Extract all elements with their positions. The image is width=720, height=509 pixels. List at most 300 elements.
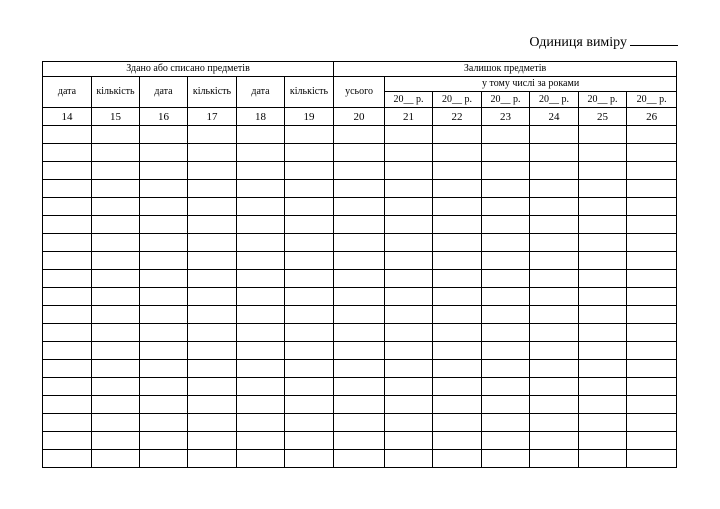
header-row-sub bbox=[43, 77, 677, 92]
table-cell[interactable] bbox=[43, 144, 92, 162]
table-cell[interactable] bbox=[334, 288, 385, 306]
table-cell[interactable] bbox=[627, 396, 677, 414]
table-cell[interactable] bbox=[43, 180, 92, 198]
table-cell[interactable] bbox=[188, 342, 237, 360]
table-cell[interactable] bbox=[385, 450, 433, 468]
table-cell[interactable] bbox=[237, 198, 285, 216]
table-cell[interactable] bbox=[385, 270, 433, 288]
table-cell[interactable] bbox=[140, 306, 188, 324]
table-cell[interactable] bbox=[92, 216, 140, 234]
table-cell[interactable] bbox=[627, 252, 677, 270]
table-cell[interactable] bbox=[385, 144, 433, 162]
table-cell[interactable] bbox=[627, 234, 677, 252]
table-cell[interactable] bbox=[433, 288, 482, 306]
table-cell[interactable] bbox=[43, 450, 92, 468]
table-cell[interactable] bbox=[237, 180, 285, 198]
table-cell[interactable] bbox=[530, 432, 579, 450]
column-number: 23 bbox=[482, 108, 530, 126]
table-cell[interactable] bbox=[385, 198, 433, 216]
table-cell[interactable] bbox=[43, 378, 92, 396]
table-cell[interactable] bbox=[237, 414, 285, 432]
table-cell[interactable] bbox=[530, 360, 579, 378]
header-years-group: у тому числі за роками bbox=[385, 77, 677, 92]
table-cell[interactable] bbox=[385, 306, 433, 324]
table-cell[interactable] bbox=[92, 270, 140, 288]
table-cell[interactable] bbox=[579, 252, 627, 270]
table-cell[interactable] bbox=[334, 144, 385, 162]
table-cell[interactable] bbox=[579, 432, 627, 450]
table-row bbox=[43, 414, 677, 432]
table-cell[interactable] bbox=[579, 180, 627, 198]
table-cell[interactable] bbox=[627, 288, 677, 306]
table-cell[interactable] bbox=[334, 414, 385, 432]
table-cell[interactable] bbox=[43, 432, 92, 450]
table-cell[interactable] bbox=[188, 270, 237, 288]
table-cell[interactable] bbox=[530, 414, 579, 432]
table-cell[interactable] bbox=[188, 360, 237, 378]
table-row bbox=[43, 360, 677, 378]
table-cell[interactable] bbox=[140, 432, 188, 450]
table-cell[interactable] bbox=[385, 288, 433, 306]
table-cell[interactable] bbox=[237, 306, 285, 324]
table-cell[interactable] bbox=[627, 216, 677, 234]
table-cell[interactable] bbox=[285, 162, 334, 180]
header-date-3: дата bbox=[237, 77, 285, 108]
table-cell[interactable] bbox=[579, 270, 627, 288]
table-cell[interactable] bbox=[140, 414, 188, 432]
table-cell[interactable] bbox=[188, 162, 237, 180]
table-cell[interactable] bbox=[334, 396, 385, 414]
table-cell[interactable] bbox=[237, 360, 285, 378]
column-number: 20 bbox=[334, 108, 385, 126]
table-cell[interactable] bbox=[285, 306, 334, 324]
table-cell[interactable] bbox=[188, 216, 237, 234]
table-cell[interactable] bbox=[530, 288, 579, 306]
table-cell[interactable] bbox=[433, 198, 482, 216]
table-cell[interactable] bbox=[385, 396, 433, 414]
table-cell[interactable] bbox=[579, 216, 627, 234]
table-cell[interactable] bbox=[92, 306, 140, 324]
table-cell[interactable] bbox=[579, 396, 627, 414]
table-row bbox=[43, 306, 677, 324]
table-cell[interactable] bbox=[334, 432, 385, 450]
table-cell[interactable] bbox=[140, 360, 188, 378]
table-cell[interactable] bbox=[579, 144, 627, 162]
table-cell[interactable] bbox=[188, 180, 237, 198]
header-year-3: 20__ р. bbox=[482, 92, 530, 108]
table-cell[interactable] bbox=[579, 378, 627, 396]
table-row bbox=[43, 324, 677, 342]
table-cell[interactable] bbox=[385, 378, 433, 396]
table-cell[interactable] bbox=[237, 234, 285, 252]
table-cell[interactable] bbox=[433, 270, 482, 288]
header-row-groups bbox=[43, 62, 677, 77]
table-cell[interactable] bbox=[285, 450, 334, 468]
table-cell[interactable] bbox=[334, 198, 385, 216]
table-cell[interactable] bbox=[188, 324, 237, 342]
table-cell[interactable] bbox=[385, 216, 433, 234]
table-cell[interactable] bbox=[92, 198, 140, 216]
table-cell[interactable] bbox=[140, 198, 188, 216]
table-cell[interactable] bbox=[237, 126, 285, 144]
register-table bbox=[42, 61, 677, 468]
table-cell[interactable] bbox=[334, 126, 385, 144]
table-cell[interactable] bbox=[385, 432, 433, 450]
table-cell[interactable] bbox=[627, 378, 677, 396]
table-cell[interactable] bbox=[92, 432, 140, 450]
table-cell[interactable] bbox=[237, 324, 285, 342]
table-cell[interactable] bbox=[482, 180, 530, 198]
table-cell[interactable] bbox=[482, 198, 530, 216]
table-cell[interactable] bbox=[188, 252, 237, 270]
table-cell[interactable] bbox=[188, 198, 237, 216]
table-cell[interactable] bbox=[92, 360, 140, 378]
table-cell[interactable] bbox=[140, 234, 188, 252]
table-cell[interactable] bbox=[433, 162, 482, 180]
table-cell[interactable] bbox=[92, 126, 140, 144]
table-cell[interactable] bbox=[579, 306, 627, 324]
table-cell[interactable] bbox=[482, 450, 530, 468]
unit-of-measure bbox=[529, 33, 678, 51]
table-cell[interactable] bbox=[579, 360, 627, 378]
table-cell[interactable] bbox=[627, 198, 677, 216]
table-cell[interactable] bbox=[92, 396, 140, 414]
table-cell[interactable] bbox=[530, 270, 579, 288]
table-cell[interactable] bbox=[433, 432, 482, 450]
table-cell[interactable] bbox=[627, 360, 677, 378]
header-handed-group: Здано або списано предметів bbox=[43, 62, 334, 77]
table-cell[interactable] bbox=[433, 378, 482, 396]
table-cell[interactable] bbox=[140, 144, 188, 162]
table-cell[interactable] bbox=[140, 378, 188, 396]
table-cell[interactable] bbox=[43, 216, 92, 234]
table-cell[interactable] bbox=[188, 414, 237, 432]
table-cell[interactable] bbox=[285, 360, 334, 378]
table-row bbox=[43, 342, 677, 360]
table-cell[interactable] bbox=[285, 234, 334, 252]
table-cell[interactable] bbox=[237, 432, 285, 450]
table-cell[interactable] bbox=[530, 378, 579, 396]
table-row bbox=[43, 126, 677, 144]
table-cell[interactable] bbox=[285, 432, 334, 450]
table-cell[interactable] bbox=[482, 378, 530, 396]
table-cell[interactable] bbox=[92, 288, 140, 306]
table-cell[interactable] bbox=[385, 360, 433, 378]
table-cell[interactable] bbox=[140, 126, 188, 144]
table-cell[interactable] bbox=[334, 216, 385, 234]
table-cell[interactable] bbox=[433, 414, 482, 432]
table-cell[interactable] bbox=[530, 144, 579, 162]
table-cell[interactable] bbox=[482, 144, 530, 162]
table-cell[interactable] bbox=[530, 216, 579, 234]
table-cell[interactable] bbox=[285, 270, 334, 288]
column-number: 25 bbox=[579, 108, 627, 126]
table-cell[interactable] bbox=[334, 162, 385, 180]
table-cell[interactable] bbox=[140, 252, 188, 270]
table-cell[interactable] bbox=[43, 126, 92, 144]
table-cell[interactable] bbox=[43, 162, 92, 180]
table-cell[interactable] bbox=[482, 306, 530, 324]
table-cell[interactable] bbox=[140, 288, 188, 306]
table-cell[interactable] bbox=[140, 216, 188, 234]
table-cell[interactable] bbox=[237, 144, 285, 162]
table-cell[interactable] bbox=[285, 144, 334, 162]
table-cell[interactable] bbox=[530, 450, 579, 468]
table-cell[interactable] bbox=[285, 252, 334, 270]
table-cell[interactable] bbox=[627, 180, 677, 198]
table-cell[interactable] bbox=[237, 396, 285, 414]
table-cell[interactable] bbox=[433, 180, 482, 198]
header-date-2: дата bbox=[140, 77, 188, 108]
table-cell[interactable] bbox=[482, 288, 530, 306]
table-cell[interactable] bbox=[385, 342, 433, 360]
table-row bbox=[43, 198, 677, 216]
table-cell[interactable] bbox=[530, 198, 579, 216]
table-cell[interactable] bbox=[188, 126, 237, 144]
table-cell[interactable] bbox=[43, 270, 92, 288]
table-cell[interactable] bbox=[92, 234, 140, 252]
table-cell[interactable] bbox=[433, 396, 482, 414]
table-cell[interactable] bbox=[627, 450, 677, 468]
unit-of-measure-label: Одиниця виміру bbox=[529, 35, 627, 50]
table-cell[interactable] bbox=[433, 216, 482, 234]
table-cell[interactable] bbox=[334, 324, 385, 342]
table-cell[interactable] bbox=[579, 162, 627, 180]
table-cell[interactable] bbox=[43, 342, 92, 360]
header-year-4: 20__ р. bbox=[530, 92, 579, 108]
table-cell[interactable] bbox=[627, 432, 677, 450]
table-cell[interactable] bbox=[92, 252, 140, 270]
table-cell[interactable] bbox=[43, 324, 92, 342]
table-cell[interactable] bbox=[92, 144, 140, 162]
table-cell[interactable] bbox=[140, 342, 188, 360]
table-cell[interactable] bbox=[285, 126, 334, 144]
table-cell[interactable] bbox=[334, 360, 385, 378]
table-cell[interactable] bbox=[482, 126, 530, 144]
column-number: 17 bbox=[188, 108, 237, 126]
table-cell[interactable] bbox=[92, 378, 140, 396]
table-row bbox=[43, 396, 677, 414]
table-cell[interactable] bbox=[334, 342, 385, 360]
table-cell[interactable] bbox=[188, 432, 237, 450]
table-row bbox=[43, 162, 677, 180]
table-cell[interactable] bbox=[482, 342, 530, 360]
table-cell[interactable] bbox=[482, 162, 530, 180]
column-number: 24 bbox=[530, 108, 579, 126]
table-row bbox=[43, 432, 677, 450]
table-cell[interactable] bbox=[482, 324, 530, 342]
table-cell[interactable] bbox=[433, 144, 482, 162]
table-cell[interactable] bbox=[285, 288, 334, 306]
table-cell[interactable] bbox=[188, 450, 237, 468]
header-total: усього bbox=[334, 77, 385, 108]
table-row bbox=[43, 216, 677, 234]
table-cell[interactable] bbox=[385, 180, 433, 198]
table-cell[interactable] bbox=[433, 450, 482, 468]
table-cell[interactable] bbox=[627, 306, 677, 324]
table-cell[interactable] bbox=[334, 180, 385, 198]
table-cell[interactable] bbox=[140, 270, 188, 288]
table-cell[interactable] bbox=[237, 270, 285, 288]
table-cell[interactable] bbox=[579, 288, 627, 306]
table-cell[interactable] bbox=[43, 414, 92, 432]
table-cell[interactable] bbox=[579, 450, 627, 468]
table-cell[interactable] bbox=[627, 270, 677, 288]
table-cell[interactable] bbox=[385, 252, 433, 270]
header-balance-group: Залишок предметів bbox=[334, 62, 677, 77]
table-cell[interactable] bbox=[334, 234, 385, 252]
table-row bbox=[43, 234, 677, 252]
table-cell[interactable] bbox=[482, 396, 530, 414]
table-row bbox=[43, 180, 677, 198]
table-cell[interactable] bbox=[530, 234, 579, 252]
header-date-1: дата bbox=[43, 77, 92, 108]
header-year-1: 20__ р. bbox=[385, 92, 433, 108]
table-cell[interactable] bbox=[482, 270, 530, 288]
table-cell[interactable] bbox=[482, 252, 530, 270]
table-cell[interactable] bbox=[385, 324, 433, 342]
table-cell[interactable] bbox=[43, 234, 92, 252]
table-cell[interactable] bbox=[385, 234, 433, 252]
table-cell[interactable] bbox=[285, 396, 334, 414]
table-cell[interactable] bbox=[285, 180, 334, 198]
column-number: 14 bbox=[43, 108, 92, 126]
table-cell[interactable] bbox=[433, 324, 482, 342]
column-number: 19 bbox=[285, 108, 334, 126]
table-cell[interactable] bbox=[188, 396, 237, 414]
table-cell[interactable] bbox=[627, 126, 677, 144]
unit-of-measure-blank[interactable] bbox=[630, 33, 678, 46]
table-cell[interactable] bbox=[334, 378, 385, 396]
table-cell[interactable] bbox=[530, 324, 579, 342]
table-cell[interactable] bbox=[92, 414, 140, 432]
table-cell[interactable] bbox=[433, 252, 482, 270]
header-year-5: 20__ р. bbox=[579, 92, 627, 108]
table-cell[interactable] bbox=[43, 396, 92, 414]
table-cell[interactable] bbox=[385, 126, 433, 144]
table-cell[interactable] bbox=[285, 198, 334, 216]
table-cell[interactable] bbox=[237, 342, 285, 360]
table-cell[interactable] bbox=[482, 360, 530, 378]
column-number: 22 bbox=[433, 108, 482, 126]
table-cell[interactable] bbox=[237, 162, 285, 180]
table-cell[interactable] bbox=[433, 342, 482, 360]
table-cell[interactable] bbox=[433, 360, 482, 378]
table-cell[interactable] bbox=[579, 198, 627, 216]
table-cell[interactable] bbox=[285, 324, 334, 342]
table-row bbox=[43, 270, 677, 288]
table-cell[interactable] bbox=[530, 342, 579, 360]
table-cell[interactable] bbox=[140, 162, 188, 180]
table-cell[interactable] bbox=[92, 324, 140, 342]
table-cell[interactable] bbox=[285, 216, 334, 234]
table-cell[interactable] bbox=[385, 162, 433, 180]
table-cell[interactable] bbox=[385, 414, 433, 432]
table-row bbox=[43, 288, 677, 306]
table-cell[interactable] bbox=[92, 450, 140, 468]
table-cell[interactable] bbox=[579, 414, 627, 432]
table-cell[interactable] bbox=[188, 288, 237, 306]
table-cell[interactable] bbox=[237, 450, 285, 468]
table-cell[interactable] bbox=[433, 126, 482, 144]
table-cell[interactable] bbox=[530, 126, 579, 144]
table-cell[interactable] bbox=[188, 378, 237, 396]
table-body bbox=[43, 126, 677, 468]
table-cell[interactable] bbox=[92, 342, 140, 360]
column-number: 18 bbox=[237, 108, 285, 126]
table-cell[interactable] bbox=[334, 252, 385, 270]
table-cell[interactable] bbox=[43, 306, 92, 324]
table-cell[interactable] bbox=[530, 162, 579, 180]
table-cell[interactable] bbox=[579, 342, 627, 360]
column-number-row bbox=[43, 108, 677, 126]
table-cell[interactable] bbox=[530, 306, 579, 324]
table-cell[interactable] bbox=[92, 162, 140, 180]
table-cell[interactable] bbox=[627, 414, 677, 432]
header-quantity-3: кількість bbox=[285, 77, 334, 108]
table-cell[interactable] bbox=[627, 144, 677, 162]
table-cell[interactable] bbox=[334, 450, 385, 468]
table-cell[interactable] bbox=[482, 432, 530, 450]
table-cell[interactable] bbox=[237, 252, 285, 270]
table-cell[interactable] bbox=[627, 162, 677, 180]
table-cell[interactable] bbox=[188, 306, 237, 324]
table-cell[interactable] bbox=[43, 198, 92, 216]
table-cell[interactable] bbox=[43, 252, 92, 270]
table-cell[interactable] bbox=[43, 288, 92, 306]
header-quantity-1: кількість bbox=[92, 77, 140, 108]
table-cell[interactable] bbox=[482, 216, 530, 234]
table-cell[interactable] bbox=[579, 234, 627, 252]
table-cell[interactable] bbox=[433, 306, 482, 324]
table-cell[interactable] bbox=[627, 342, 677, 360]
table-row bbox=[43, 450, 677, 468]
column-number: 26 bbox=[627, 108, 677, 126]
table-cell[interactable] bbox=[482, 414, 530, 432]
table-cell[interactable] bbox=[530, 180, 579, 198]
table-row bbox=[43, 252, 677, 270]
table-cell[interactable] bbox=[188, 234, 237, 252]
table-cell[interactable] bbox=[285, 414, 334, 432]
column-number: 15 bbox=[92, 108, 140, 126]
table-cell[interactable] bbox=[140, 450, 188, 468]
table-cell[interactable] bbox=[140, 396, 188, 414]
table-cell[interactable] bbox=[334, 270, 385, 288]
table-cell[interactable] bbox=[140, 180, 188, 198]
table-cell[interactable] bbox=[285, 342, 334, 360]
table-row bbox=[43, 144, 677, 162]
table-cell[interactable] bbox=[92, 180, 140, 198]
table-cell[interactable] bbox=[530, 396, 579, 414]
table-cell[interactable] bbox=[285, 378, 334, 396]
table-cell[interactable] bbox=[43, 360, 92, 378]
table-cell[interactable] bbox=[237, 216, 285, 234]
table-cell[interactable] bbox=[627, 324, 677, 342]
table-row bbox=[43, 378, 677, 396]
table-cell[interactable] bbox=[188, 144, 237, 162]
table-cell[interactable] bbox=[579, 126, 627, 144]
table-cell[interactable] bbox=[530, 252, 579, 270]
table-cell[interactable] bbox=[579, 324, 627, 342]
table-cell[interactable] bbox=[237, 378, 285, 396]
header-year-2: 20__ р. bbox=[433, 92, 482, 108]
table-cell[interactable] bbox=[482, 234, 530, 252]
table-cell[interactable] bbox=[433, 234, 482, 252]
table-cell[interactable] bbox=[334, 306, 385, 324]
column-number: 21 bbox=[385, 108, 433, 126]
table-cell[interactable] bbox=[237, 288, 285, 306]
table-cell[interactable] bbox=[140, 324, 188, 342]
